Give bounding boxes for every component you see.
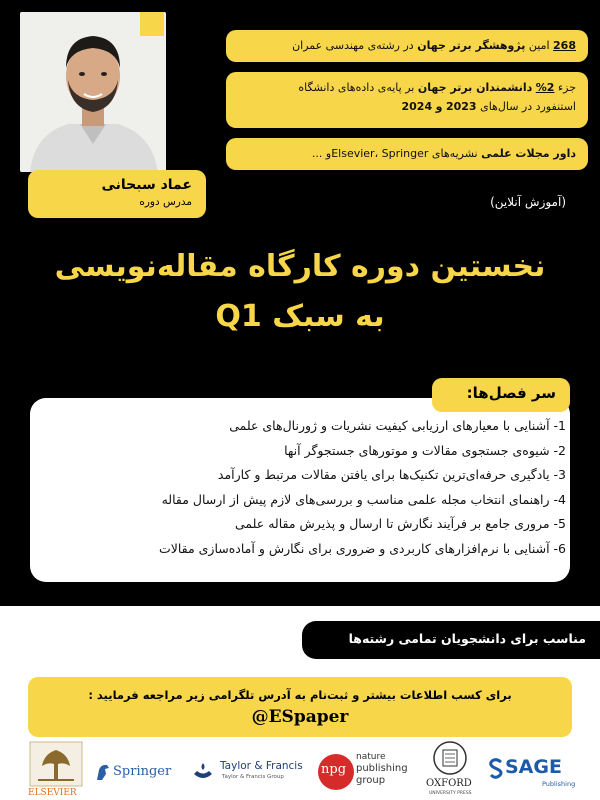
springer-horse-icon [94, 762, 112, 782]
chapter-list [36, 414, 566, 561]
oxford-crest-icon [432, 740, 468, 776]
elsevier-tree-icon [26, 740, 86, 788]
instructor-card [28, 170, 206, 218]
oxford-subtitle: UNIVERSITY PRESS [429, 791, 472, 796]
tf-subtitle: Taylor & Francis Group [222, 774, 284, 780]
sage-wordmark: SAGE [505, 756, 562, 778]
npg-line1: nature [356, 752, 386, 762]
npg-logo [318, 740, 414, 800]
tf-lamp-icon [190, 758, 216, 784]
top-year2: 2024 [401, 100, 433, 113]
oxford-wordmark: OXFORD [426, 778, 472, 789]
top-line2: استنفورد در سال‌های [480, 100, 576, 113]
npg-line2: publishing [356, 763, 408, 774]
online-note: (آموزش آنلاین) [490, 195, 566, 209]
course-title-line1: نخستین دوره کارگاه مقاله‌نویسی [54, 249, 546, 284]
top-year1: 2023 [445, 100, 477, 113]
chapter-item: 1- آشنایی با معیارهای ارزیابی کیفیت نشریات و ژورنال‌های علمی [229, 418, 566, 433]
top-mid: بر پایه‌ی داده‌های دانشگاه [298, 81, 415, 94]
elsevier-logo [26, 740, 86, 800]
npg-line3: group [356, 775, 386, 786]
rank-pre: امین [528, 39, 550, 52]
instructor-name: عماد سبحانی [101, 177, 192, 193]
sage-s-icon [488, 758, 504, 780]
rank-bold: پژوهشگر برتر جهان [417, 39, 526, 52]
credential-top-scientists [226, 72, 588, 128]
reviewer-rest: نشریه‌های Elsevier، Springerو ... [311, 147, 478, 160]
instructor-photo [20, 12, 166, 172]
elsevier-wordmark: ELSEVIER [28, 788, 77, 798]
instructor-role: مدرس دوره [139, 196, 192, 208]
tf-wordmark: Taylor & Francis [220, 760, 303, 772]
audience-banner: مناسب برای دانشجویان تمامی رشته‌ها [302, 621, 600, 659]
sage-logo [488, 740, 588, 800]
top-percent: 2% [535, 81, 555, 94]
top-bold: دانشمندان برتر جهان [417, 81, 533, 94]
oxford-logo [420, 740, 480, 800]
publisher-logos [0, 740, 600, 800]
taylor-francis-logo [190, 740, 310, 800]
chapter-item: 5- مروری جامع بر فرآیند نگارش تا ارسال و پذیرش مقاله علمی [235, 516, 566, 531]
chapters-label: سر فصل‌ها: [432, 378, 570, 412]
chapter-item: 2- شیوه‌ی جستجوی مقالات و موتورهای جستجوگر آنها [284, 442, 566, 458]
top-and: و [435, 100, 443, 113]
npg-mark: npg [321, 762, 347, 777]
person-illustration [20, 12, 166, 172]
photo-accent-square [140, 12, 164, 36]
credential-reviewer [226, 138, 588, 170]
springer-wordmark: Springer [113, 764, 172, 779]
chapter-item: 4- راهنمای انتخاب مجله علمی مناسب و بررسی‌های لازم پیش از ارسال مقاله [161, 491, 566, 507]
top-pre: جزء [557, 81, 576, 94]
rank-number: 268 [553, 39, 576, 52]
rank-post: در رشته‌ی مهندسی عمران [292, 39, 414, 52]
springer-logo [94, 740, 176, 800]
registration-text: برای کسب اطلاعات بیشتر و ثبت‌نام به آدرس تلگرامی زیر مراجعه فرمایید : [88, 688, 512, 702]
registration-box [28, 677, 572, 737]
chapter-item: 6- آشنایی با نرم‌افزارهای کاربردی و ضروری برای نگارش و آماده‌سازی مقالات [158, 540, 566, 556]
course-title-line2: به سبک Q1 [215, 299, 385, 334]
telegram-handle-link[interactable]: @ESpaper [251, 707, 349, 727]
reviewer-bold: داور مجلات علمی [481, 147, 576, 160]
credential-rank [226, 30, 588, 62]
chapter-item: 3- یادگیری حرفه‌ای‌ترین تکنیک‌ها برای یافتن مقالات مرتبط و کارآمد [217, 467, 566, 482]
sage-subtitle: Publishing [542, 780, 576, 788]
